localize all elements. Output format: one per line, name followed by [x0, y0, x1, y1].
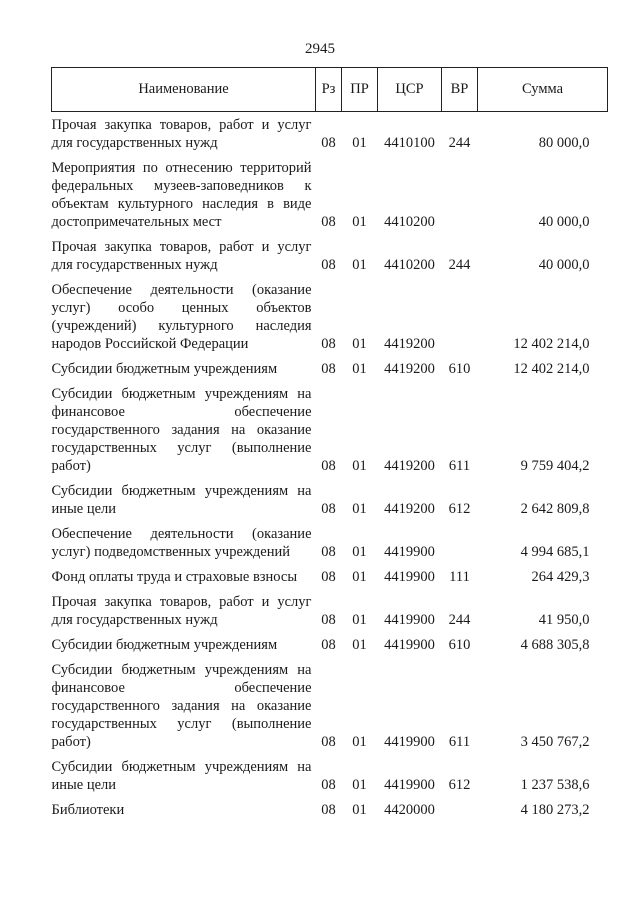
row-rz-cell: 08	[321, 336, 336, 352]
row-csr-cell: 4419200	[384, 501, 435, 517]
row-vr-cell: 612	[448, 777, 471, 793]
row-sum-cell: 4 688 305,8	[520, 637, 590, 653]
row-name-cell: Субсидии бюджетным учреждениям	[51, 637, 278, 653]
row-sum-cell: 2 642 809,8	[520, 501, 590, 517]
table-row	[52, 152, 608, 231]
row-vr-cell: 610	[448, 637, 471, 653]
header-vr: ВР	[442, 68, 478, 112]
row-csr-cell: 4410200	[384, 214, 435, 230]
table-row	[52, 586, 608, 629]
row-rz-cell: 08	[321, 501, 336, 517]
row-csr-cell: 4419900	[384, 637, 435, 653]
row-csr-cell: 4419900	[384, 777, 435, 793]
header-sum: Сумма	[478, 68, 608, 112]
row-name-cell: Обеспечение деятельности (оказание услуг) особо ценных объектов (учреждений) культурного наследия народов Российской Федерации	[51, 282, 312, 352]
row-vr-cell: 111	[449, 569, 470, 585]
row-vr-cell: 611	[448, 458, 471, 474]
row-pr-cell: 01	[352, 544, 367, 560]
row-pr-cell: 01	[352, 734, 367, 750]
row-sum-cell: 12 402 214,0	[513, 336, 590, 352]
row-csr-cell: 4420000	[384, 802, 435, 818]
row-vr-cell: 244	[448, 257, 471, 273]
row-sum-cell: 80 000,0	[538, 135, 590, 151]
row-name-cell: Субсидии бюджетным учреждениям на иные цели	[51, 483, 312, 517]
row-name-cell: Библиотеки	[51, 802, 125, 818]
row-rz-cell: 08	[321, 612, 336, 628]
row-name-cell: Мероприятия по отнесению территорий федеральных музеев-заповедников к объектам культурного наследия в виде достопримечательных мест	[51, 160, 312, 230]
table-row	[52, 751, 608, 794]
row-sum-cell: 4 994 685,1	[520, 544, 590, 560]
row-rz-cell: 08	[321, 734, 336, 750]
header-name: Наименование	[52, 68, 316, 112]
row-pr-cell: 01	[352, 612, 367, 628]
row-pr-cell: 01	[352, 777, 367, 793]
page-number: 2945	[305, 41, 335, 57]
row-name-cell: Прочая закупка товаров, работ и услуг для государственных нужд	[51, 117, 312, 151]
row-csr-cell: 4419200	[384, 336, 435, 352]
row-pr-cell: 01	[352, 214, 367, 230]
row-rz-cell: 08	[321, 214, 336, 230]
row-rz-cell: 08	[321, 458, 336, 474]
row-name-cell: Субсидии бюджетным учреждениям	[51, 361, 278, 377]
row-vr-cell	[442, 518, 478, 561]
table-row	[52, 518, 608, 561]
table-row	[52, 654, 608, 751]
row-vr-cell	[442, 152, 478, 231]
row-rz-cell: 08	[321, 802, 336, 818]
row-csr-cell: 4410200	[384, 257, 435, 273]
row-vr-cell: 611	[448, 734, 471, 750]
row-pr-cell: 01	[352, 501, 367, 517]
row-name-cell: Обеспечение деятельности (оказание услуг) подведомственных учреждений	[51, 526, 312, 560]
row-rz-cell: 08	[321, 361, 336, 377]
table-row	[52, 112, 608, 153]
row-pr-cell: 01	[352, 637, 367, 653]
row-sum-cell: 4 180 273,2	[520, 802, 590, 818]
row-sum-cell: 40 000,0	[538, 257, 590, 273]
row-rz-cell: 08	[321, 544, 336, 560]
row-csr-cell: 4419900	[384, 612, 435, 628]
table-header	[52, 68, 608, 112]
table-row	[52, 475, 608, 518]
row-rz-cell: 08	[321, 777, 336, 793]
row-name-cell: Прочая закупка товаров, работ и услуг для государственных нужд	[51, 239, 312, 273]
row-vr-cell	[442, 794, 478, 819]
row-sum-cell: 3 450 767,2	[520, 734, 590, 750]
table-row	[52, 274, 608, 353]
table-row	[52, 353, 608, 378]
row-csr-cell: 4419900	[384, 734, 435, 750]
row-sum-cell: 41 950,0	[538, 612, 590, 628]
header-rz: Рз	[316, 68, 342, 112]
row-name-cell: Фонд оплаты труда и страховые взносы	[51, 569, 298, 585]
table-row	[52, 794, 608, 819]
row-name-cell: Субсидии бюджетным учреждениям на иные цели	[51, 759, 312, 793]
row-pr-cell: 01	[352, 257, 367, 273]
row-csr-cell: 4419900	[384, 569, 435, 585]
header-csr: ЦСР	[378, 68, 442, 112]
table-body	[52, 112, 608, 820]
row-rz-cell: 08	[321, 569, 336, 585]
row-name-cell: Субсидии бюджетным учреждениям на финансовое обеспечение государственного задания на оказание государственных услуг (выполнение работ)	[51, 386, 312, 474]
row-vr-cell: 244	[448, 612, 471, 628]
table-row	[52, 561, 608, 586]
header-pr: ПР	[342, 68, 378, 112]
row-name-cell: Субсидии бюджетным учреждениям на финансовое обеспечение государственного задания на оказание государственных услуг (выполнение работ)	[51, 662, 312, 750]
row-vr-cell	[442, 274, 478, 353]
row-csr-cell: 4419200	[384, 361, 435, 377]
row-csr-cell: 4419900	[384, 544, 435, 560]
row-pr-cell: 01	[352, 569, 367, 585]
row-rz-cell: 08	[321, 135, 336, 151]
row-rz-cell: 08	[321, 257, 336, 273]
row-name-cell: Прочая закупка товаров, работ и услуг для государственных нужд	[51, 594, 312, 628]
row-sum-cell: 9 759 404,2	[520, 458, 590, 474]
row-sum-cell: 12 402 214,0	[513, 361, 590, 377]
budget-table	[51, 67, 608, 819]
row-pr-cell: 01	[352, 802, 367, 818]
row-pr-cell: 01	[352, 361, 367, 377]
header-row	[52, 68, 608, 112]
row-vr-cell: 612	[448, 501, 471, 517]
row-pr-cell: 01	[352, 336, 367, 352]
row-sum-cell: 40 000,0	[538, 214, 590, 230]
row-pr-cell: 01	[352, 135, 367, 151]
row-csr-cell: 4410100	[384, 135, 435, 151]
row-vr-cell: 244	[448, 135, 471, 151]
table-row	[52, 629, 608, 654]
table-row	[52, 231, 608, 274]
row-csr-cell: 4419200	[384, 458, 435, 474]
row-pr-cell: 01	[352, 458, 367, 474]
budget-table-container	[51, 67, 607, 819]
row-sum-cell: 264 429,3	[531, 569, 590, 585]
row-vr-cell: 610	[448, 361, 471, 377]
row-sum-cell: 1 237 538,6	[520, 777, 590, 793]
row-rz-cell: 08	[321, 637, 336, 653]
table-row	[52, 378, 608, 475]
